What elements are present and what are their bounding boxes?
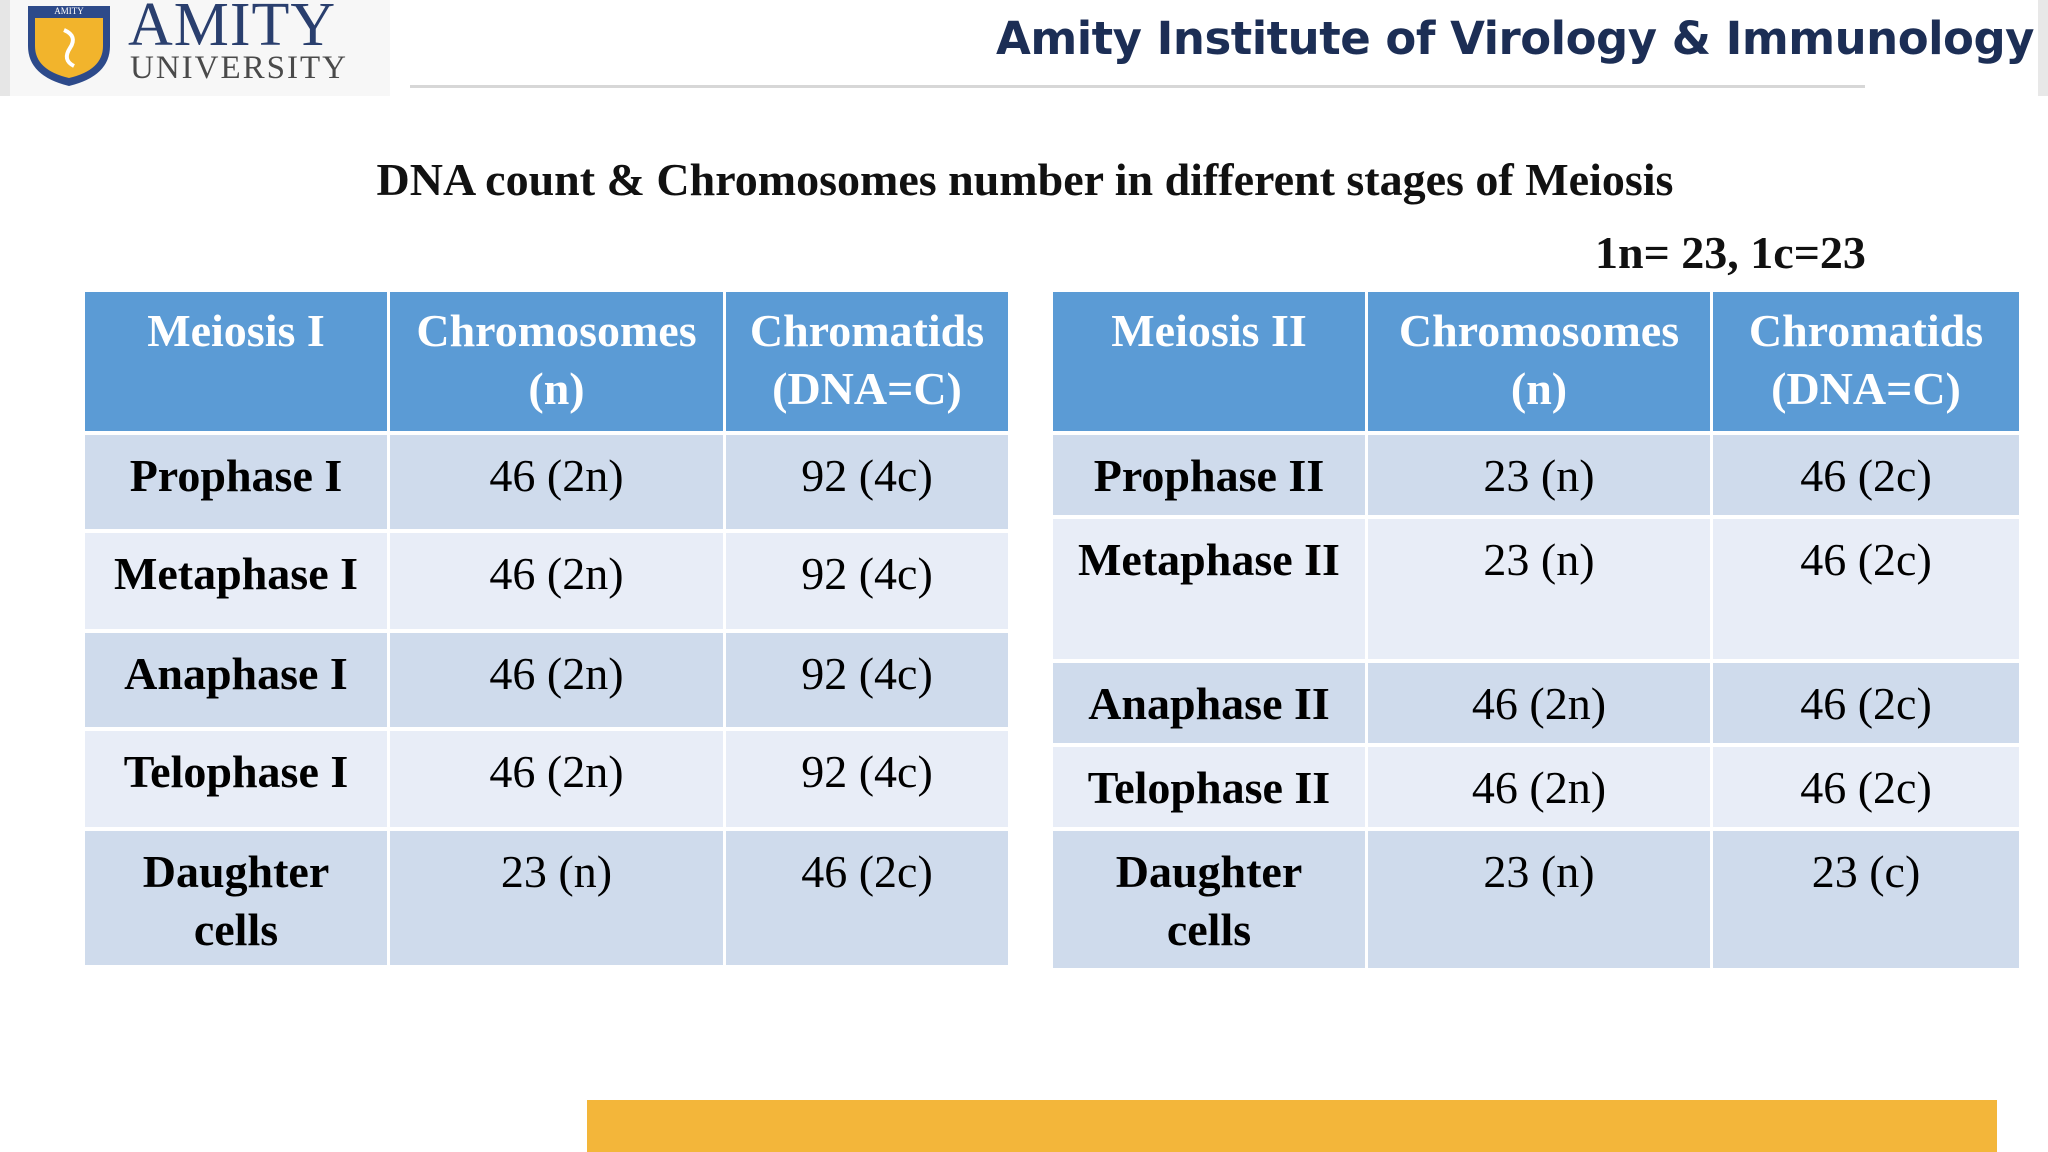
shield-text: AMITY xyxy=(54,6,84,16)
chromosome-count: 46 (2n) xyxy=(1368,747,1710,827)
stage-line1: Daughter xyxy=(1115,846,1303,897)
chromatid-count: 92 (4c) xyxy=(726,633,1008,727)
table-row xyxy=(85,633,1008,727)
header-chromosomes xyxy=(390,292,723,431)
table-row xyxy=(85,731,1008,827)
chromatid-count: 46 (2c) xyxy=(1713,519,2019,659)
chromosome-count: 46 (2n) xyxy=(390,633,723,727)
chromosome-count: 46 (2n) xyxy=(390,731,723,827)
table-row xyxy=(1053,747,2019,827)
logo-name: AMITY xyxy=(128,0,337,59)
institute-name: Amity Institute of Virology & Immunology xyxy=(996,12,2034,65)
right-edge-strip xyxy=(2038,0,2048,96)
chromosome-count: 23 (n) xyxy=(1368,519,1710,659)
header-stage-label: Meiosis II xyxy=(1111,305,1307,356)
slide-title-text: DNA count & Chromosomes number in different stages of Meiosis xyxy=(376,154,1674,205)
amity-logo xyxy=(0,0,390,96)
table-row xyxy=(85,435,1008,529)
header-stage-label: Meiosis I xyxy=(147,305,325,356)
header-chromatids-line1: Chromatids xyxy=(749,305,985,356)
footer-accent-bar xyxy=(587,1100,1997,1152)
table-header-row xyxy=(85,292,1008,431)
stage-cell: Anaphase II xyxy=(1053,663,1365,743)
stage-line2: cells xyxy=(1166,904,1252,955)
header-chromatids-line1: Chromatids xyxy=(1748,305,1984,356)
stage-cell: Metaphase I xyxy=(85,533,387,629)
header-chromatids xyxy=(726,292,1008,431)
chromatid-count: 46 (2c) xyxy=(726,831,1008,965)
slide-title xyxy=(0,150,2048,210)
chromosome-count: 46 (2n) xyxy=(390,435,723,529)
chromatid-count: 23 (c) xyxy=(1713,831,2019,968)
chromosome-count: 46 (2n) xyxy=(1368,663,1710,743)
header-chromosomes-line2: (n) xyxy=(528,363,585,414)
chromosome-count: 23 (n) xyxy=(1368,435,1710,515)
table-row xyxy=(85,533,1008,629)
table-row xyxy=(85,831,1008,965)
header-chromatids xyxy=(1713,292,2019,431)
stage-cell: Prophase II xyxy=(1053,435,1365,515)
ploidy-note: 1n= 23, 1c=23 xyxy=(1595,227,1866,278)
header-chromosomes-line2: (n) xyxy=(1510,363,1568,414)
stage-cell xyxy=(1053,831,1365,968)
header-chromosomes-line1: Chromosomes xyxy=(416,305,697,356)
chromatid-count: 92 (4c) xyxy=(726,435,1008,529)
table-row xyxy=(1053,519,2019,659)
chromatid-count: 92 (4c) xyxy=(726,533,1008,629)
header-stage xyxy=(1053,292,1365,431)
table-row xyxy=(1053,663,2019,743)
header-stage xyxy=(85,292,387,431)
stage-line1: Daughter xyxy=(142,846,330,897)
stage-cell xyxy=(85,831,387,965)
chromatid-count: 92 (4c) xyxy=(726,731,1008,827)
chromosome-count: 46 (2n) xyxy=(390,533,723,629)
chromatid-count: 46 (2c) xyxy=(1713,747,2019,827)
stage-cell: Telophase I xyxy=(85,731,387,827)
logo-subtitle: UNIVERSITY xyxy=(130,50,348,86)
meiosis-2-table xyxy=(1050,288,2022,972)
amity-shield-icon xyxy=(22,0,116,88)
header-divider xyxy=(410,85,1865,88)
meiosis-1-table xyxy=(82,288,1011,969)
chromatid-count: 46 (2c) xyxy=(1713,435,2019,515)
chromosome-count: 23 (n) xyxy=(1368,831,1710,968)
stage-cell: Metaphase II xyxy=(1053,519,1365,659)
left-edge-strip xyxy=(0,0,10,96)
stage-line2: cells xyxy=(193,904,279,955)
header-chromosomes xyxy=(1368,292,1710,431)
header-chromatids-line2: (DNA=C) xyxy=(1771,363,1961,414)
chromatid-count: 46 (2c) xyxy=(1713,663,2019,743)
table-row xyxy=(1053,435,2019,515)
stage-cell: Telophase II xyxy=(1053,747,1365,827)
header-chromosomes-line1: Chromosomes xyxy=(1398,305,1680,356)
table-row xyxy=(1053,831,2019,968)
table-header-row xyxy=(1053,292,2019,431)
stage-cell: Anaphase I xyxy=(85,633,387,727)
header-chromatids-line2: (DNA=C) xyxy=(772,363,962,414)
chromosome-count: 23 (n) xyxy=(390,831,723,965)
stage-cell: Prophase I xyxy=(85,435,387,529)
